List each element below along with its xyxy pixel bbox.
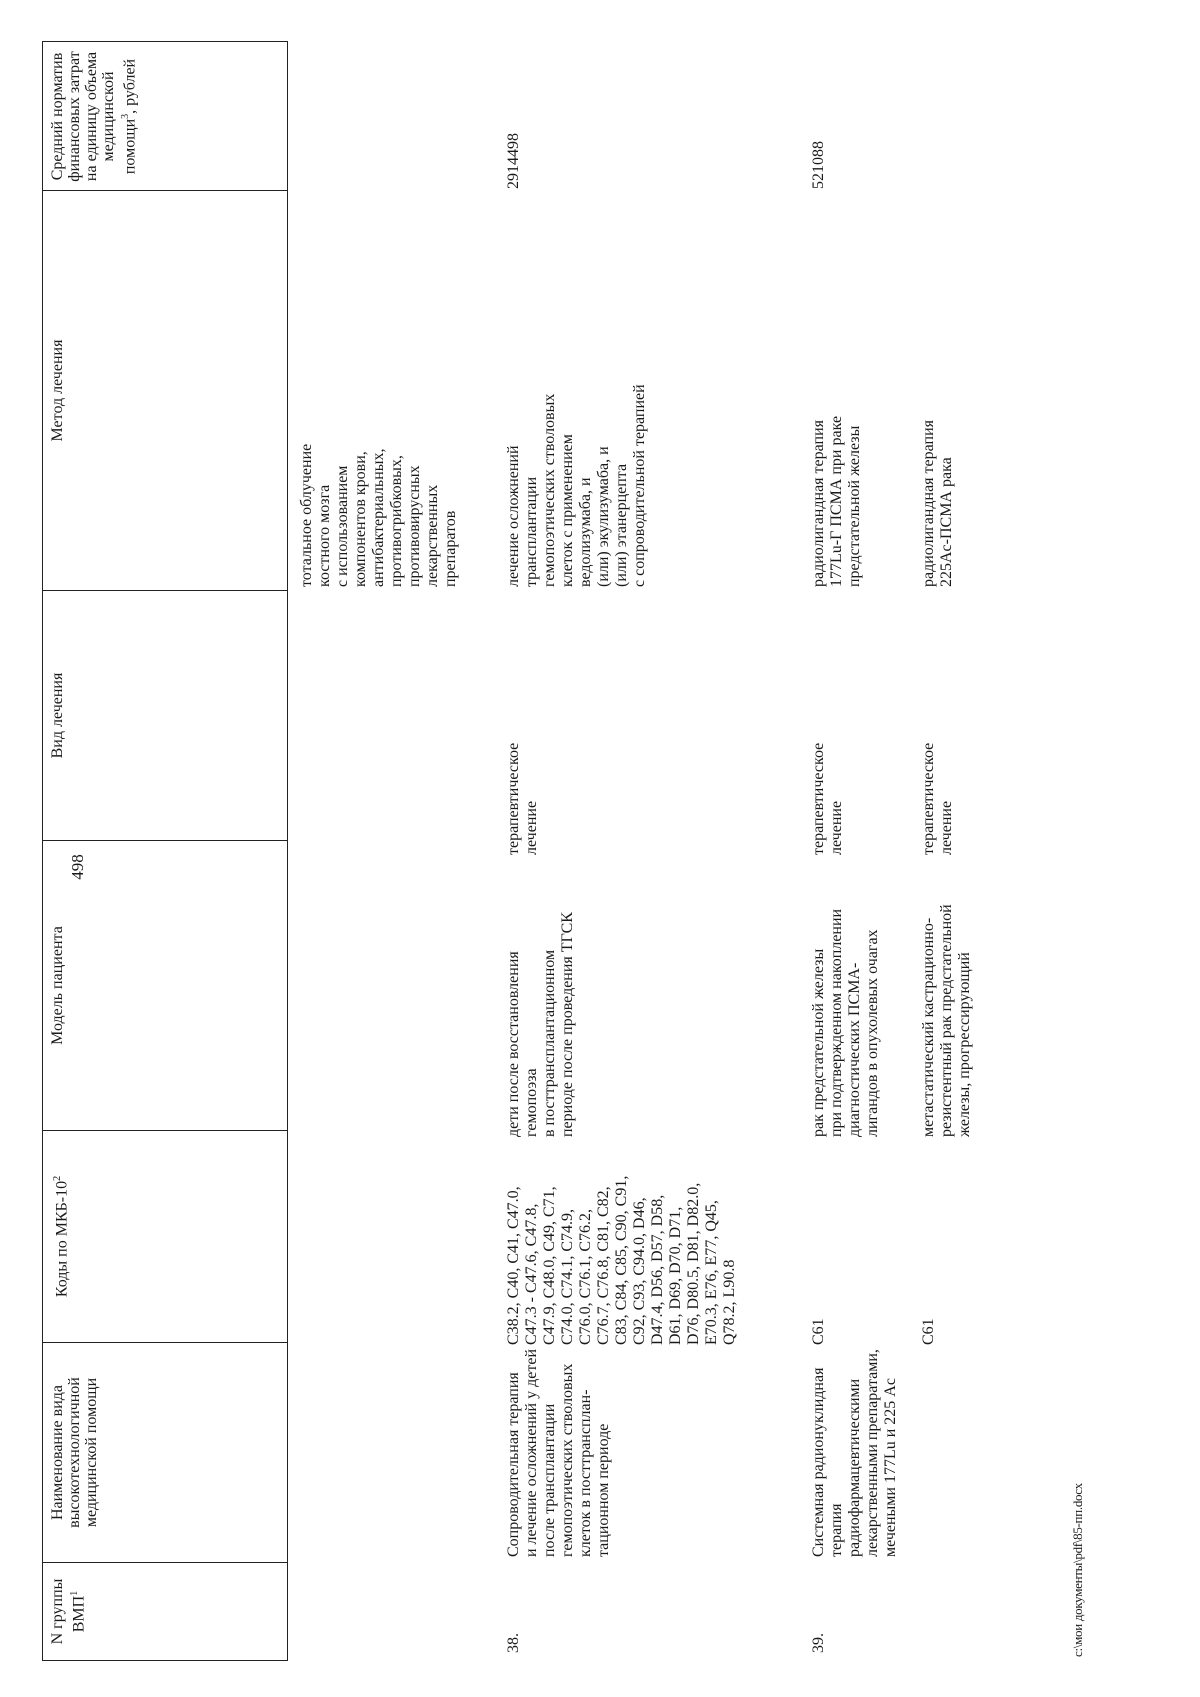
row-38-method: лечение осложнений трансплантации гемопоэтических стволовых клеток с применением ведолизумаба, и (или) экулизумаба, и (или) этанерцепта с сопроводительной терапией [505, 384, 648, 587]
header-care-name: Наименование вида высокотехнологичной медицинской помощи [43, 1342, 287, 1562]
row-39b-codes: C61 [920, 1318, 937, 1345]
continuation-method: тотальное облучение костного мозга с использованием компонентов крови, антибактериальных, противогрибковых, противовирусных лекарственных препаратов [298, 443, 459, 587]
row-39-method: радиолигандная терапия 177Lu-Г ПСМА при раке предстательной железы [810, 415, 863, 587]
page-number: 498 [68, 854, 87, 880]
header-treatment-method: Метод лечения [43, 190, 287, 590]
row-39-cost: 521088 [810, 141, 827, 189]
footer-file-path: c:\мои документы\pdf\85-пп.docx [1070, 1483, 1085, 1657]
row-38-model: дети после восстановления гемопоэза в посттрансплантационном периоде после проведения ТГСК [505, 912, 576, 1137]
row-39b-kind: терапевтическое лечение [920, 742, 955, 855]
row-39-number: 39. [810, 1633, 827, 1653]
row-39-name: Системная радионуклидная терапия радиофармацевтическими лекарственными препаратами, мечеными 177Lu и 225 Ac [810, 1349, 899, 1557]
header-icd-codes: Коды по МКБ-$10^2$ [43, 1130, 287, 1342]
row-38-name: Сопроводительная терапия и лечение осложнений у детей после трансплантации гемопоэтических стволовых клеток в посттрансплан- тационном периоде [505, 1348, 612, 1557]
row-39-kind: терапевтическое лечение [810, 742, 845, 855]
header-average-cost: Средний норматив финансовых затрат на единицу объема медицинской помощи$^3$, рублей [49, 51, 139, 182]
row-39b-method: радиолигандная терапия 225Ac-ПСМА рака [920, 420, 955, 587]
row-38-number: 38. [505, 1633, 522, 1653]
row-39b-model: метастатический кастрационно- резистентный рак предстательной железы, прогрессирующий [920, 904, 973, 1137]
row-39-model: рак предстательной железы при подтвержденном накоплении диагностических ПСМА- лигандов в опухолевых очагах [810, 908, 881, 1137]
row-38-cost: 2914498 [505, 133, 522, 189]
row-38-codes: C38.2, C40, C41, C47.0, C47.3 - C47.6, C47.8, C47.9, C48.0, C49, C71, C74.0, C74.1, C74.9, C76.0, C76.1, C76.2, C76.7, C76.8, C81, C82, C83, C84, C85, C90, C91, C92, C93, C94.0, D46, D47.4, D56, D57, D58, D61, D69, D70, D71, D76, D80.5, D81, D82.0, E70.3, E76, E77, Q45, Q78.2, L90.8 [505, 1175, 738, 1345]
row-39-codes: C61 [810, 1318, 827, 1345]
header-treatment-kind: Вид лечения [43, 590, 287, 840]
header-patient-model: Модель пациента [43, 840, 287, 1130]
table-header [42, 41, 288, 1661]
header-group-number: N группы ВМП$^1$ [43, 1562, 287, 1660]
row-38-kind: терапевтическое лечение [505, 742, 540, 855]
